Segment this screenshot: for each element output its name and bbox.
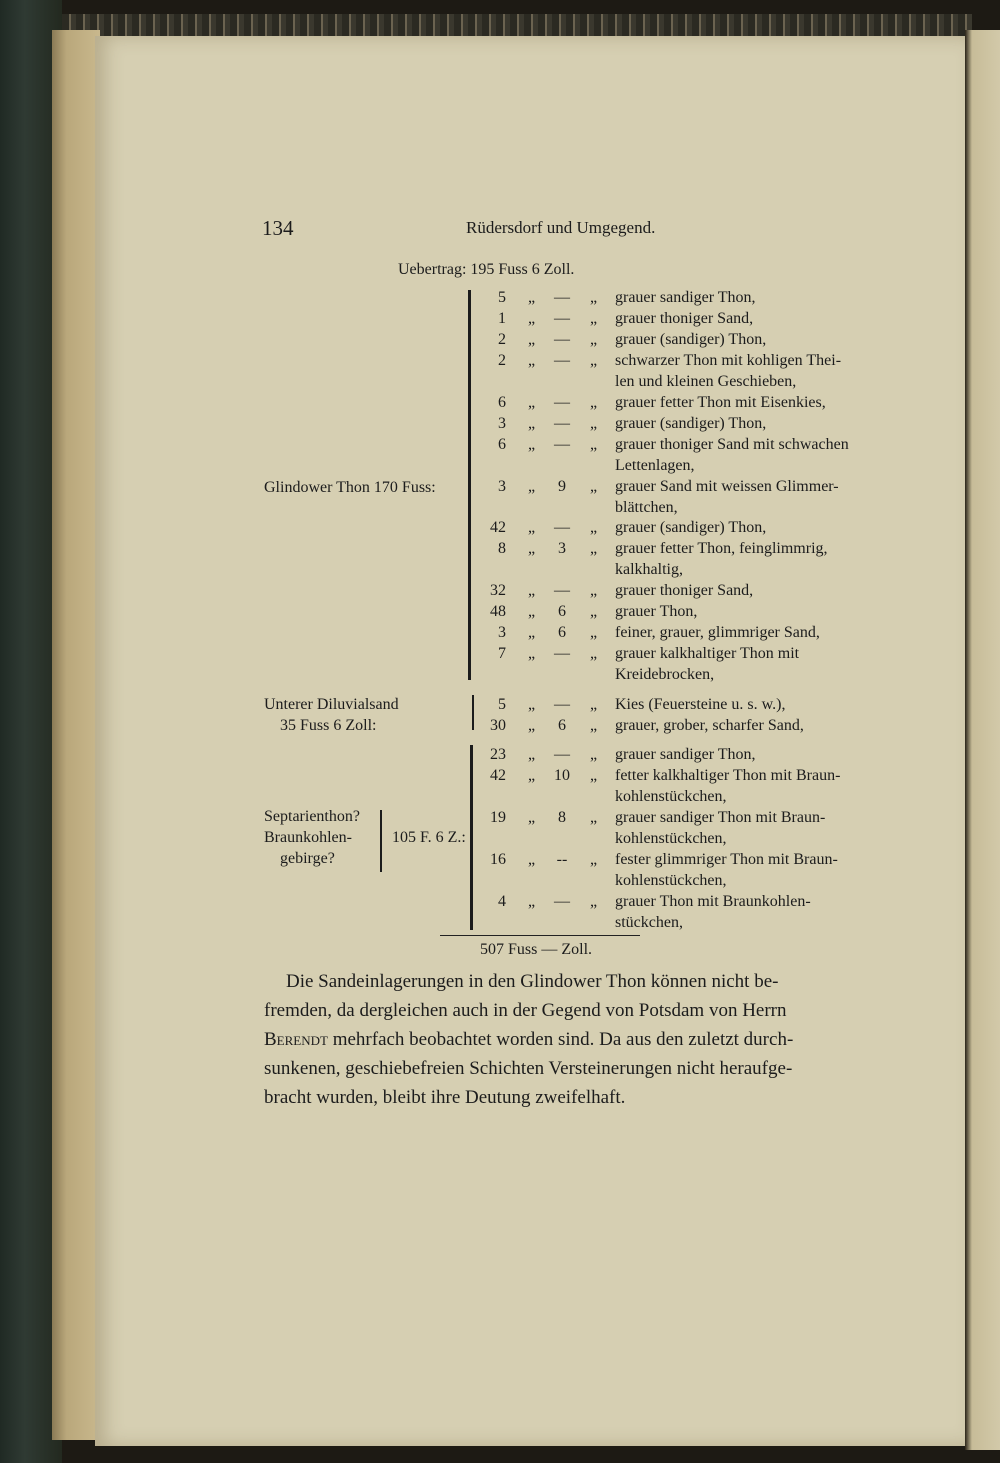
row-ditto-2: „ [590,582,598,599]
row-ditto-1: „ [528,645,536,662]
row-feet: 30 [490,717,506,734]
row-inches: — [554,289,570,306]
row-feet: 3 [498,478,506,495]
row-inches: 8 [558,809,566,826]
page-top-edge [62,14,972,38]
row-description: grauer kalkhaltiger Thon mit [615,645,800,662]
row-description-cont: stückchen, [615,914,683,931]
row-feet: 3 [498,415,506,432]
paragraph-line-3 [264,1026,793,1054]
paragraph-line-5: bracht wurden, bleibt ihre Deutung zweifelhaft. [264,1087,626,1108]
carry-over-total: Uebertrag: 195 Fuss 6 Zoll. [398,261,575,278]
group-label-unterer-2: 35 Fuss 6 Zoll: [280,717,377,734]
row-inches: — [554,645,570,662]
row-ditto-2: „ [590,289,598,306]
row-ditto-1: „ [528,624,536,641]
row-inches: — [554,893,570,910]
row-inches: — [554,582,570,599]
row-ditto-1: „ [528,696,536,713]
row-inches: — [554,696,570,713]
row-ditto-1: „ [528,394,536,411]
row-ditto-1: „ [528,851,536,868]
row-feet: 6 [498,436,506,453]
group-label-sept-2: Braunkohlen- [264,829,352,846]
row-ditto-2: „ [590,436,598,453]
paragraph-line-1: Die Sandeinlagerungen in den Glindower Thon können nicht be- [286,971,779,992]
row-feet: 16 [490,851,506,868]
row-ditto-2: „ [590,603,598,620]
row-inches: — [554,415,570,432]
row-description: grauer sandiger Thon mit Braun- [615,809,826,826]
paragraph-line-3-rest: mehrfach beobachtet worden sind. Da aus den zuletzt durch- [327,1029,794,1050]
brace-sept-labels [380,810,382,872]
row-ditto-2: „ [590,767,598,784]
row-ditto-2: „ [590,696,598,713]
author-name: Berendt [264,1029,328,1050]
row-inches: — [554,331,570,348]
row-description: grauer fetter Thon, feinglimmrig, [615,540,828,557]
row-ditto-2: „ [590,394,598,411]
row-description-cont: Kreidebrocken, [615,666,715,683]
row-feet: 48 [490,603,506,620]
row-description: grauer Thon mit Braunkohlen- [615,893,811,910]
row-inches: 6 [558,624,566,641]
row-feet: 42 [490,767,506,784]
row-ditto-1: „ [528,519,536,536]
paragraph-line-2: fremden, da dergleichen auch in der Gegend von Potsdam von Herrn [264,1000,787,1021]
page-number: 134 [262,216,294,240]
row-inches: — [554,746,570,763]
paragraph-line-4: sunkenen, geschiebefreien Schichten Versteinerungen nicht heraufge- [264,1058,793,1079]
row-description-cont: blättchen, [615,499,678,516]
row-description: grauer thoniger Sand, [615,582,754,599]
row-ditto-1: „ [528,809,536,826]
row-description: grauer sandiger Thon, [615,746,756,763]
group-total-sept: 105 F. 6 Z.: [392,829,466,846]
row-description: fetter kalkhaltiger Thon mit Braun- [615,767,841,784]
row-ditto-1: „ [528,767,536,784]
row-ditto-2: „ [590,851,598,868]
brace-unterer [472,695,474,730]
row-description-cont: kohlenstückchen, [615,830,727,847]
row-description: grauer sandiger Thon, [615,289,756,306]
row-inches: 9 [558,478,566,495]
row-inches: — [554,310,570,327]
group-label-sept-3: gebirge? [280,850,335,867]
row-inches: — [554,519,570,536]
row-feet: 19 [490,809,506,826]
row-ditto-2: „ [590,893,598,910]
group-label-unterer-1: Unterer Diluvialsand [264,696,399,713]
row-inches: -- [556,851,568,868]
row-ditto-2: „ [590,415,598,432]
row-inches: 6 [558,717,566,734]
row-description: Kies (Feuersteine u. s. w.), [615,696,786,713]
row-feet: 2 [498,352,506,369]
page-stack-edge [52,30,100,1440]
row-ditto-2: „ [590,645,598,662]
row-feet: 5 [498,289,506,306]
row-ditto-1: „ [528,540,536,557]
row-description: schwarzer Thon mit kohligen Thei- [615,352,842,369]
book-page [95,36,965,1446]
row-description-cont: len und kleinen Geschieben, [615,373,797,390]
running-head: Rüdersdorf und Umgegend. [466,218,656,237]
next-page-edge [965,30,1000,1450]
row-feet: 3 [498,624,506,641]
row-ditto-1: „ [528,478,536,495]
row-ditto-1: „ [528,436,536,453]
row-description: grauer thoniger Sand mit schwachen [615,436,849,453]
row-description: grauer Sand mit weissen Glimmer- [615,478,839,495]
row-description: grauer (sandiger) Thon, [615,415,767,432]
row-ditto-2: „ [590,310,598,327]
row-inches: 10 [554,767,570,784]
row-description-cont: Lettenlagen, [615,457,695,474]
row-inches: — [554,352,570,369]
row-ditto-2: „ [590,478,598,495]
row-ditto-1: „ [528,893,536,910]
row-feet: 8 [498,540,506,557]
row-description: grauer (sandiger) Thon, [615,331,767,348]
row-inches: — [554,436,570,453]
row-ditto-2: „ [590,540,598,557]
row-description-cont: kohlenstückchen, [615,872,727,889]
row-ditto-2: „ [590,809,598,826]
row-description: feiner, grauer, glimmriger Sand, [615,624,820,641]
row-ditto-2: „ [590,331,598,348]
row-feet: 6 [498,394,506,411]
row-description: grauer, grober, scharfer Sand, [615,717,804,734]
row-description: grauer fetter Thon mit Eisenkies, [615,394,826,411]
total-rule [440,935,640,936]
row-description-cont: kalkhaltig, [615,561,683,578]
row-ditto-2: „ [590,717,598,734]
row-description: grauer (sandiger) Thon, [615,519,767,536]
row-feet: 7 [498,645,506,662]
row-feet: 1 [498,310,506,327]
row-inches: 3 [558,540,566,557]
group-label-glindower: Glindower Thon 170 Fuss: [264,479,436,496]
row-ditto-2: „ [590,624,598,641]
row-feet: 5 [498,696,506,713]
row-ditto-2: „ [590,746,598,763]
row-ditto-1: „ [528,415,536,432]
row-ditto-1: „ [528,310,536,327]
row-ditto-2: „ [590,352,598,369]
row-ditto-1: „ [528,746,536,763]
row-description-cont: kohlenstückchen, [615,788,727,805]
row-description: grauer Thon, [615,603,698,620]
row-ditto-2: „ [590,519,598,536]
brace-septarien [470,745,473,930]
row-feet: 42 [490,519,506,536]
row-ditto-1: „ [528,289,536,306]
group-label-sept-1: Septarienthon? [264,808,360,825]
row-ditto-1: „ [528,582,536,599]
row-inches: 6 [558,603,566,620]
row-feet: 2 [498,331,506,348]
brace-glindower [468,290,471,680]
row-ditto-1: „ [528,603,536,620]
grand-total: 507 Fuss — Zoll. [480,941,593,958]
row-feet: 4 [498,893,506,910]
row-ditto-1: „ [528,331,536,348]
row-feet: 32 [490,582,506,599]
row-inches: — [554,394,570,411]
row-description: fester glimmriger Thon mit Braun- [615,851,838,868]
row-feet: 23 [490,746,506,763]
row-ditto-1: „ [528,352,536,369]
row-description: grauer thoniger Sand, [615,310,754,327]
row-ditto-1: „ [528,717,536,734]
